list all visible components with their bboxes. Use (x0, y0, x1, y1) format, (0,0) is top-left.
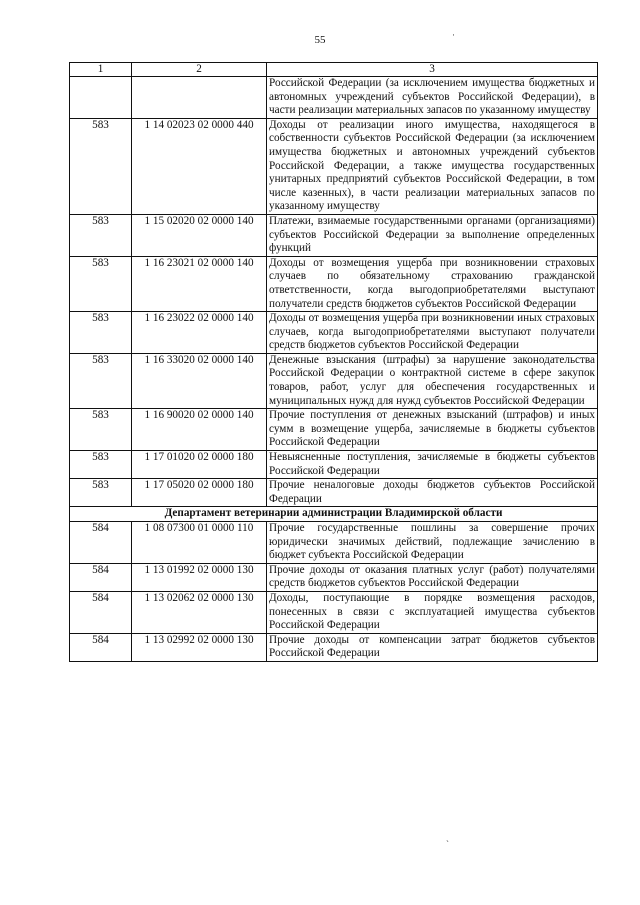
page-number: 55 (314, 34, 326, 46)
description-cell: Доходы, поступающие в порядке возмещения расходов, понесенных в связи с эксплуатацией имущества субъектов Российской Федерации (267, 591, 598, 633)
description-cell: Российской Федерации (за исключением имущества бюджетных и автономных учреждений субъектов Российской Федерации), в части реализации материальных запасов по указанному имуществу (267, 77, 598, 119)
admin-code-cell: 583 (70, 353, 132, 408)
budget-code-cell: 1 13 02062 02 0000 130 (132, 591, 267, 633)
budget-code-cell: 1 17 01020 02 0000 180 (132, 451, 267, 479)
admin-code-cell (70, 77, 132, 119)
admin-code-cell: 584 (70, 591, 132, 633)
description-cell: Платежи, взимаемые государственными органами (организациями) субъектов Российской Федерации за выполнение определенных функций (267, 214, 598, 256)
budget-code-cell: 1 14 02023 02 0000 440 (132, 118, 267, 214)
description-cell: Прочие поступления от денежных взысканий (штрафов) и иных сумм в возмещение ущерба, зачисляемые в бюджеты субъектов Российской Федерации (267, 409, 598, 451)
admin-code-cell: 583 (70, 256, 132, 311)
table-row (70, 633, 598, 661)
table-row (70, 77, 598, 119)
admin-code-cell: 584 (70, 522, 132, 564)
budget-code-cell: 1 13 02992 02 0000 130 (132, 633, 267, 661)
section-header-row (70, 507, 598, 522)
budget-code-cell: 1 16 90020 02 0000 140 (132, 409, 267, 451)
description-cell: Прочие государственные пошлины за совершение прочих юридически значимых действий, подлежащие зачислению в бюджет субъекта Российской Федерации (267, 522, 598, 564)
description-cell: Прочие доходы от компенсации затрат бюджетов субъектов Российской Федерации (267, 633, 598, 661)
section-title: Департамент ветеринарии администрации Владимирской области (70, 507, 598, 522)
budget-code-cell: 1 15 02020 02 0000 140 (132, 214, 267, 256)
budget-code-cell: 1 16 23021 02 0000 140 (132, 256, 267, 311)
revenue-codes-table (69, 62, 598, 662)
column-header: 3 (267, 63, 598, 77)
budget-code-cell (132, 77, 267, 119)
admin-code-cell: 583 (70, 312, 132, 354)
table-row (70, 312, 598, 354)
table-row (70, 409, 598, 451)
description-cell: Прочие неналоговые доходы бюджетов субъектов Российской Федерации (267, 479, 598, 507)
admin-code-cell: 583 (70, 214, 132, 256)
scan-speck: ˎ (446, 832, 449, 842)
admin-code-cell: 583 (70, 118, 132, 214)
budget-code-cell: 1 16 23022 02 0000 140 (132, 312, 267, 354)
description-cell: Доходы от возмещения ущерба при возникновении иных страховых случаев, когда выгодоприобретателями выступают получатели средств бюджетов субъектов Российской Федерации (267, 312, 598, 354)
budget-code-cell: 1 08 07300 01 0000 110 (132, 522, 267, 564)
description-cell: Доходы от реализации иного имущества, находящегося в собственности субъектов Российской Федерации (за исключением имущества бюджетных и автономных учреждений субъектов Российской Федерации, а также имущества государственных унитарных предприятий субъектов Российской Федерации, в том числе казенных), в части реализации материальных запасов по указанному имуществу (267, 118, 598, 214)
description-cell: Прочие доходы от оказания платных услуг (работ) получателями средств бюджетов субъектов Российской Федерации (267, 563, 598, 591)
admin-code-cell: 583 (70, 451, 132, 479)
table-row (70, 479, 598, 507)
table-header-row (70, 63, 598, 77)
description-cell: Невыясненные поступления, зачисляемые в бюджеты субъектов Российской Федерации (267, 451, 598, 479)
admin-code-cell: 584 (70, 633, 132, 661)
budget-code-cell: 1 17 05020 02 0000 180 (132, 479, 267, 507)
table-row (70, 214, 598, 256)
budget-code-cell: 1 13 01992 02 0000 130 (132, 563, 267, 591)
table-row (70, 256, 598, 311)
table-row (70, 522, 598, 564)
table-row (70, 563, 598, 591)
budget-code-cell: 1 16 33020 02 0000 140 (132, 353, 267, 408)
table-row (70, 451, 598, 479)
table-row (70, 591, 598, 633)
column-header: 1 (70, 63, 132, 77)
table-row (70, 353, 598, 408)
column-header: 2 (132, 63, 267, 77)
description-cell: Денежные взыскания (штрафы) за нарушение законодательства Российской Федерации о контрактной системе в сфере закупок товаров, работ, услуг для обеспечения государственных и муниципальных нужд для нужд субъектов Российской Федерации (267, 353, 598, 408)
description-cell: Доходы от возмещения ущерба при возникновении страховых случаев по обязательному страхованию гражданской ответственности, когда выгодоприобретателями выступают получатели средств бюджетов субъектов Российской Федерации (267, 256, 598, 311)
admin-code-cell: 584 (70, 563, 132, 591)
admin-code-cell: 583 (70, 479, 132, 507)
scan-speck: · (452, 30, 455, 40)
admin-code-cell: 583 (70, 409, 132, 451)
table-row (70, 118, 598, 214)
